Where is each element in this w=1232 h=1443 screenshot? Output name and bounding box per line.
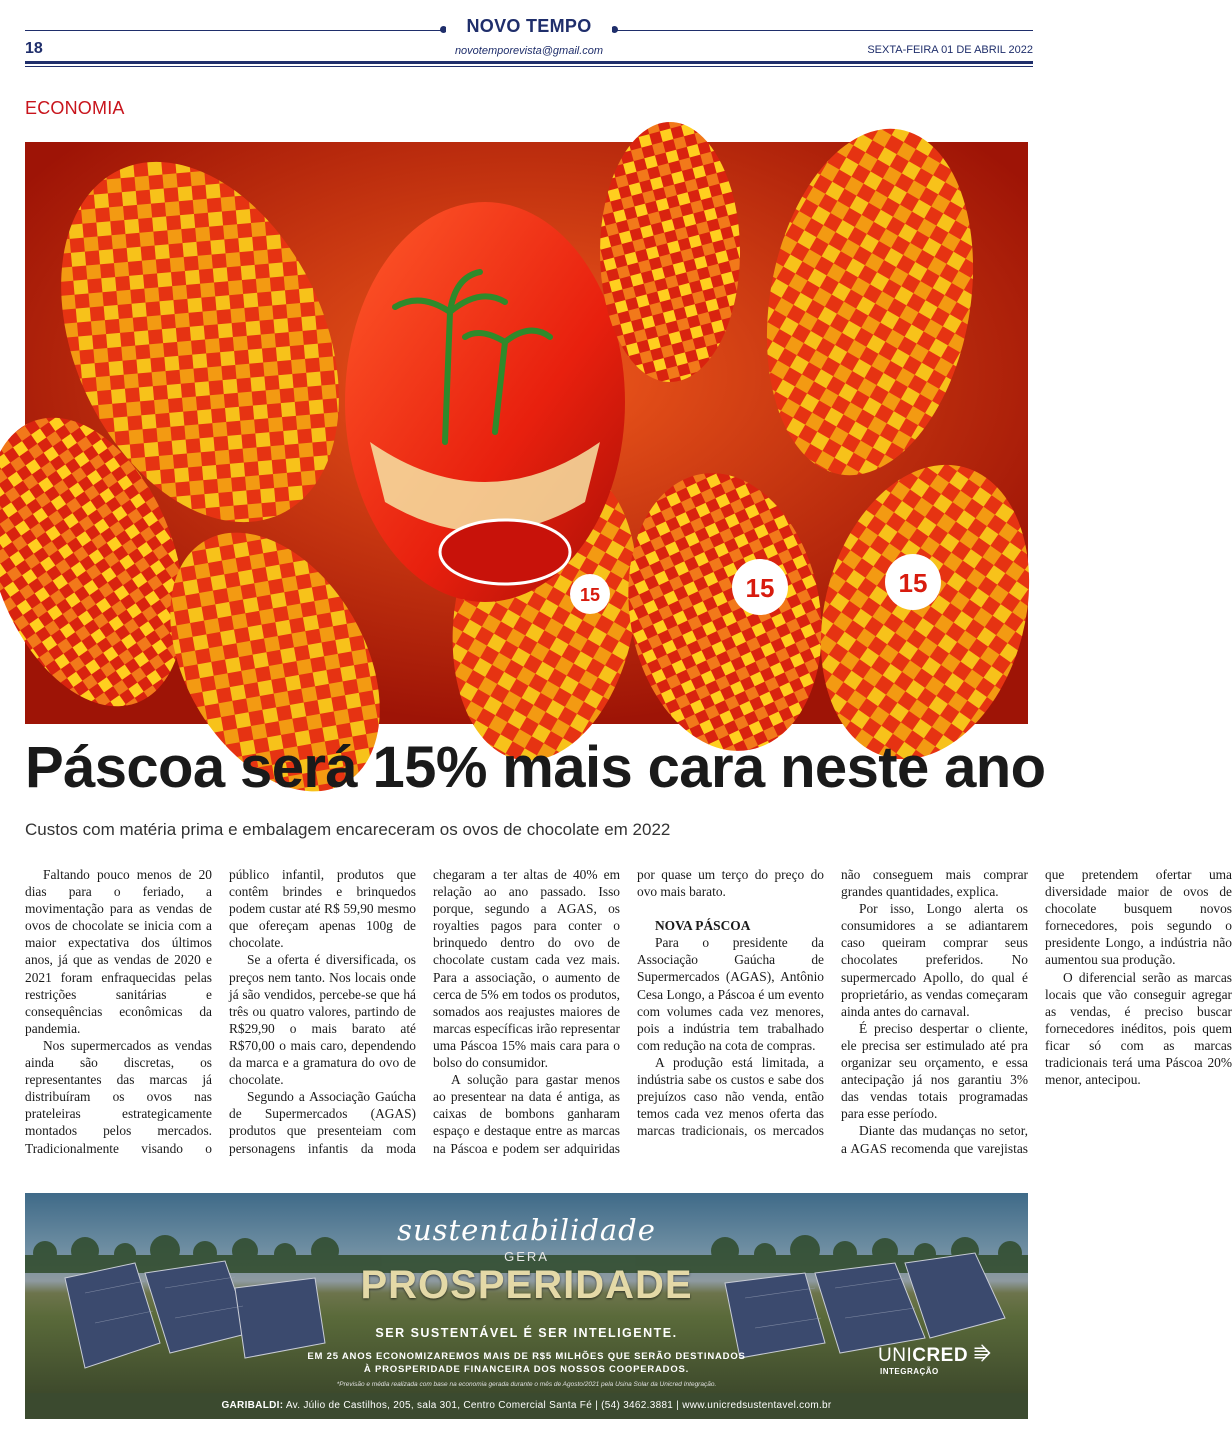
page-number: 18 <box>25 40 43 57</box>
ad-body-line-2: À PROSPERIDADE FINANCEIRA DOS NOSSOS COOPERADOS. <box>363 1364 690 1375</box>
ad-tagline-connector: GERA <box>504 1249 549 1264</box>
article-paragraph: Diante das mudanças no setor, a AGAS recomenda que varejistas que pretendem ofertar uma diversidade maior de ovos de chocolate busquem novos fornecedores, pois segundo o presidente Longo, a indústria não aumentou sua produção. <box>841 867 1232 1156</box>
egg-badge-label-1: 15 <box>745 573 775 603</box>
article-subheadline: Custos com matéria prima e embalagem encareceram os ovos de chocolate em 2022 <box>25 820 671 839</box>
ad-tagline-script: sustentabilidade <box>397 1213 656 1247</box>
unicred-logo-subtitle: INTEGRAÇÃO <box>880 1367 939 1376</box>
unicred-logo-part-a: UNI <box>878 1345 913 1366</box>
article-paragraph: Faltando pouco menos de 20 dias para o feriado, a movimentação para as vendas de ovos de chocolate se inicia com a maior expectativa dos últimos anos, já que as vendas de 2020 e 2021 foram enfraquecidas pelas restrições sanitárias e consequências econômicas da pandemia. <box>25 867 212 1036</box>
article-paragraph: A solução para gastar menos ao presentear na data é antiga, as caixas de bombons ganharam espaço e destaque entre as marcas na Páscoa e podem ser adquiridas por quase um terço do preço do ovo mais barato. <box>433 867 824 1156</box>
page-header <box>0 0 1058 66</box>
header-rule-bottom <box>25 61 1033 64</box>
unicred-arrow-icon: ⭆ <box>973 1345 992 1366</box>
egg-badge-label-2: 15 <box>898 568 928 598</box>
article-paragraph: Segundo a Associação Gaúcha de Supermercados (AGAS) produtos que presenteiam com personagens infantis da moda chegaram a ter altas de 40% em relação ao ano passado. Isso porque, segundo a AGAS, os royalties pagos para conter o brinquedo dentro do ovo de chocolate custam cada vez mais. Para a associação, o aumento de cerca de 5% em todos os produtos, somados aos reajustes maiores de marcas específicas irão representar uma Páscoa 15% mais cara para o bolso do consumidor. <box>229 867 620 1156</box>
publication-name: NOVO TEMPO <box>466 16 592 36</box>
ad-body-line-1: EM 25 ANOS ECONOMIZAREMOS MAIS DE R$5 MILHÕES QUE SERÃO DESTINADOS <box>307 1351 746 1362</box>
publication-email: novotemporevista@gmail.com <box>454 45 604 57</box>
ad-headline: PROSPERIDADE <box>360 1263 693 1307</box>
article-subtitle: NOVA PÁSCOA <box>655 918 751 934</box>
article-paragraph: Nos supermercados as vendas ainda são discretas, os representantes das marcas já distribuíram os ovos nas prateleiras estrategicamente montados pelos mercados. Tradicionalmente visando o público infantil, produtos que contêm brindes e brinquedos podem custar até R$ 59,90 mesmo que ofereçam apenas 100g de chocolate. <box>25 867 416 1156</box>
ad-footer-city: GARIBALDI: <box>221 1400 284 1411</box>
header-rule-bottom-thin <box>25 66 1033 67</box>
unicred-logo <box>878 1345 991 1376</box>
easter-eggs-illustration <box>25 142 1028 724</box>
section-label: ECONOMIA <box>25 98 125 118</box>
article-paragraph: É preciso despertar o cliente, ele precisa ser estimulado até pra organizar seu orçamento, e essa antecipação já nos garantiu 3% das vendas totais programadas para esse período. <box>841 1020 1028 1122</box>
article-paragraph: O diferencial serão as marcas locais que vão conseguir agregar as vendas, é preciso buscar fornecedores inéditos, pois quem ficar só com as marcas tradicionais terá uma Páscoa 20% menor, antecipou. <box>1045 969 1232 1088</box>
ad-footer-contact[interactable]: Av. Júlio de Castilhos, 205, sala 301, Centro Comercial Santa Fé | (54) 3462.3881 | www.unicredsustentavel.com.br <box>285 1400 832 1411</box>
unicred-advertisement[interactable] <box>25 1193 1028 1393</box>
ad-footnote: *Previsão e média realizada com base na economia gerada durante o mês de Agosto/2021 pela Usina Solar da Unicred Integração. <box>336 1381 717 1388</box>
article-paragraph: A produção está limitada, a indústria sabe os custos e sabe dos prejuízos caso não venda, então temos cada vez menos oferta das marcas tradicionais, os mercados não conseguem mais comprar grandes quantidades, explica. <box>637 867 1028 1139</box>
ad-contact-bar <box>25 1393 1028 1419</box>
article-paragraph: Para o presidente da Associação Gaúcha de Supermercados (AGAS), Antônio Cesa Longo, a Páscoa é um evento com volumes cada vez menores, pois a indústria tem trabalhado com redução na cota de compras. <box>637 935 824 1053</box>
article-body <box>25 866 1232 1172</box>
unicred-logo-part-b: CRED <box>912 1345 969 1366</box>
article-headline: Páscoa será 15% mais cara neste ano <box>25 735 1046 800</box>
egg-badge-label-3: 15 <box>579 585 601 605</box>
issue-date: SEXTA-FEIRA 01 DE ABRIL 2022 <box>867 44 1033 56</box>
easter-eggs-photo <box>25 142 1028 724</box>
header-dot-right <box>611 26 618 33</box>
article-paragraph: Se a oferta é diversificada, os preços nem tanto. Nos locais onde já são vendidos, percebe-se que há três ou quatro valores, partindo de R$29,90 o mais barato até R$70,00 o mais caro, dependendo da marca e a gramatura do ovo de chocolate. <box>229 952 416 1088</box>
publication-brand <box>446 16 612 42</box>
ad-slogan: SER SUSTENTÁVEL É SER INTELIGENTE. <box>375 1326 678 1340</box>
article-paragraph: Por isso, Longo alerta os consumidores a se adiantarem caso queiram comprar seus chocolates preferidos. No supermercado Apollo, do qual é proprietário, as vendas começaram ainda antes do carnaval. <box>841 901 1028 1019</box>
